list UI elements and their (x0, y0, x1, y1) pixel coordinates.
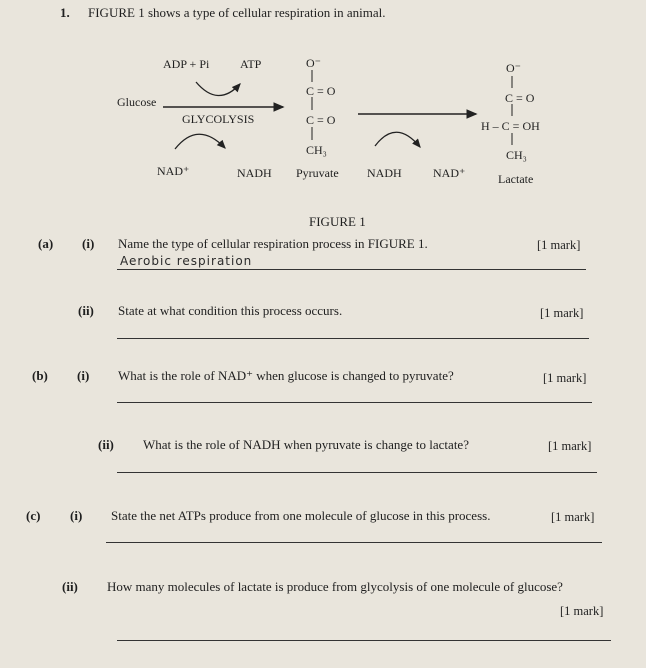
mark-a-i: [1 mark] (537, 238, 581, 252)
question-c-ii: How many molecules of lactate is produce from glycolysis of one molecule of glucose? (107, 579, 563, 594)
question-a-ii: State at what condition this process occurs. (118, 303, 343, 318)
nad-plus-label-2: NAD⁺ (433, 166, 466, 180)
atp-label: ATP (240, 57, 262, 71)
nad-plus-label: NAD⁺ (157, 164, 190, 178)
glucose-label: Glucose (117, 95, 157, 109)
part-c-i-label: (i) (70, 508, 83, 523)
lactate-c-o: C = O (505, 91, 535, 105)
lactate-label: Lactate (498, 172, 534, 186)
mark-a-ii: [1 mark] (540, 306, 584, 320)
answer-line-b-i[interactable] (117, 402, 592, 403)
pyruvate-label: Pyruvate (296, 166, 339, 180)
lactate-h-c-oh: H – C = OH (481, 119, 540, 133)
lactate-ch3: CH₃ (506, 148, 527, 162)
nad-curve-arrow (175, 134, 225, 149)
figure-caption: FIGURE 1 (309, 214, 366, 229)
pyruvate-o-minus: O⁻ (306, 56, 321, 70)
part-c-ii-label: (ii) (62, 579, 78, 594)
nadh-curve-arrow (375, 132, 420, 147)
question-a-i: Name the type of cellular respiration process in FIGURE 1. (118, 236, 428, 251)
mark-b-i: [1 mark] (543, 371, 587, 385)
answer-line-a-ii[interactable] (117, 338, 589, 339)
mark-c-ii: [1 mark] (560, 604, 604, 618)
part-b-i-label: (i) (77, 368, 90, 383)
mark-c-i: [1 mark] (551, 510, 595, 524)
nadh-label-2: NADH (367, 166, 402, 180)
mark-b-ii: [1 mark] (548, 439, 592, 453)
question-c-i: State the net ATPs produce from one molecule of glucose in this process. (111, 508, 491, 523)
part-b-label: (b) (32, 368, 48, 383)
intro-text: FIGURE 1 shows a type of cellular respiration in animal. (88, 5, 386, 20)
answer-a-i[interactable]: Aerobic respiration (120, 254, 253, 268)
glycolysis-label: GLYCOLYSIS (182, 112, 255, 126)
pyruvate-c-o-1: C = O (306, 84, 336, 98)
lactate-o-minus: O⁻ (506, 61, 521, 75)
part-a-label: (a) (38, 236, 54, 251)
question-b-i: What is the role of NAD⁺ when glucose is changed to pyruvate? (118, 368, 454, 383)
part-a-ii-label: (ii) (78, 303, 94, 318)
answer-line-c-i[interactable] (106, 542, 602, 543)
atp-curve-arrow (196, 82, 240, 96)
question-b-ii: What is the role of NADH when pyruvate is change to lactate? (143, 437, 469, 452)
part-a-i-label: (i) (82, 236, 95, 251)
part-c-label: (c) (26, 508, 41, 523)
part-b-ii-label: (ii) (98, 437, 114, 452)
answer-line-b-ii[interactable] (117, 472, 597, 473)
pyruvate-ch3: CH₃ (306, 143, 327, 157)
answer-line-c-ii[interactable] (117, 640, 611, 641)
nadh-label: NADH (237, 166, 272, 180)
adp-pi-label: ADP + Pi (163, 57, 210, 71)
answer-line-a-i[interactable] (117, 269, 586, 270)
pyruvate-c-o-2: C = O (306, 113, 336, 127)
question-number: 1. (60, 5, 70, 20)
